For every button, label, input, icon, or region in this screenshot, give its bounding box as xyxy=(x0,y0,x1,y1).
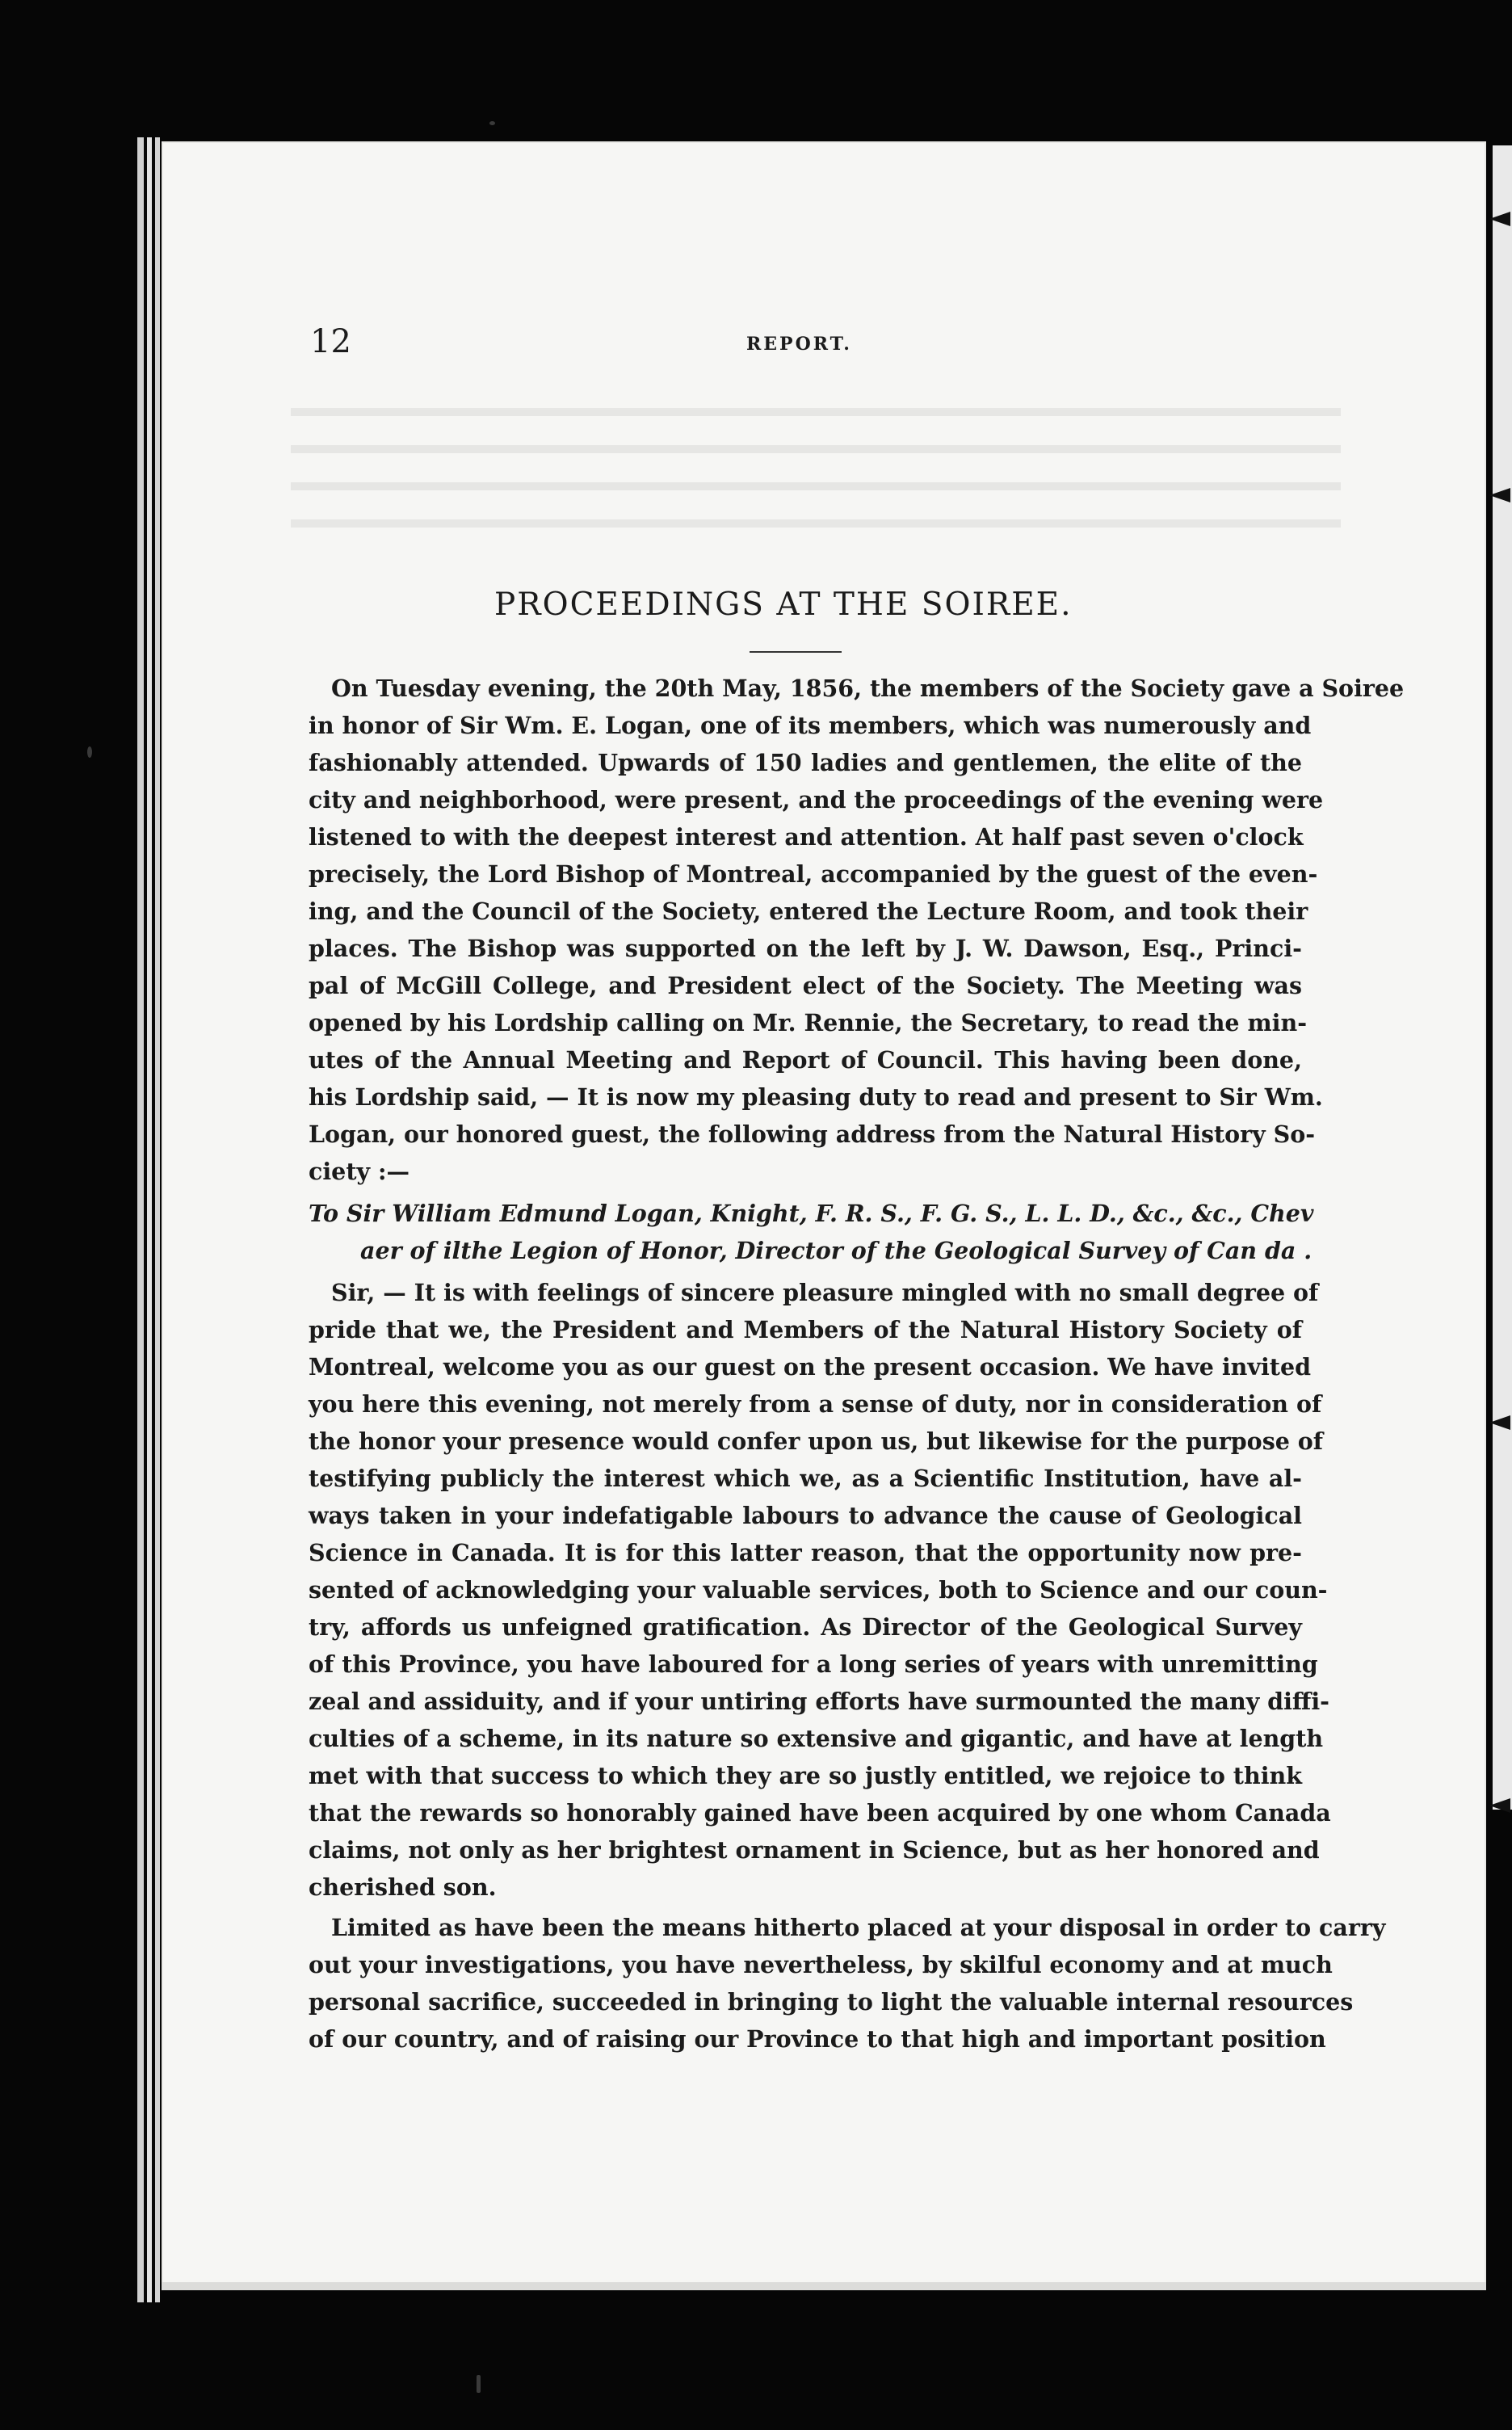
page-edge-right xyxy=(1493,145,1512,1810)
text-line: pride that we, the President and Members of the Natural History Society of xyxy=(309,1316,1302,1343)
text-line: fashionably attended. Upwards of 150 ladies and gentlemen, the elite of the xyxy=(309,749,1302,776)
dust-speck xyxy=(489,121,495,125)
text-line: ways taken in your indefatigable labours to advance the cause of Geological xyxy=(309,1502,1302,1529)
show-through-text xyxy=(291,408,1341,561)
text-line: utes of the Annual Meeting and Report of Council. This having been done, xyxy=(309,1046,1302,1074)
text-line: Sir, — It is with feelings of sincere pleasure mingled with no small degree of xyxy=(331,1279,1319,1306)
text-line: culties of a scheme, in its nature so extensive and gigantic, and have at length xyxy=(309,1725,1324,1752)
running-head: REPORT. xyxy=(746,334,852,355)
text-line: of this Province, you have laboured for a long series of years with unremitting xyxy=(309,1650,1318,1678)
text-line: personal sacrifice, succeeded in bringing to light the valuable internal resources xyxy=(309,1988,1354,2016)
text-line: On Tuesday evening, the 20th May, 1856, the members of the Society gave a Soiree xyxy=(331,675,1405,702)
text-line: ciety :— xyxy=(309,1158,410,1185)
text-line: opened by his Lordship calling on Mr. Rennie, the Secretary, to read the min- xyxy=(309,1009,1308,1036)
text-line: sented of acknowledging your valuable services, both to Science and our coun- xyxy=(309,1576,1328,1604)
text-line: claims, not only as her brightest ornament in Science, but as her honored and xyxy=(309,1836,1320,1864)
text-line: listened to with the deepest interest and attention. At half past seven o'clock xyxy=(309,823,1304,851)
section-title: PROCEEDINGS AT THE SOIREE. xyxy=(494,586,1073,623)
text-line: try, affords us unfeigned gratification. As Director of the Geological Survey xyxy=(309,1613,1302,1641)
text-line: Montreal, welcome you as our guest on the present occasion. We have invited xyxy=(309,1353,1312,1381)
text-line: of our country, and of raising our Province to that high and important position xyxy=(309,2025,1326,2053)
dust-speck xyxy=(87,746,92,758)
dust-speck xyxy=(477,2375,481,2393)
text-line: city and neighborhood, were present, and the proceedings of the evening were xyxy=(309,786,1324,814)
text-line: precisely, the Lord Bishop of Montreal, accompanied by the guest of the even- xyxy=(309,860,1318,888)
address-heading-line: To Sir William Edmund Logan, Knight, F. R. S., F. G. S., L. L. D., &c., &c., Chev xyxy=(309,1200,1314,1227)
text-line: you here this evening, not merely from a sense of duty, nor in consideration of xyxy=(309,1390,1322,1418)
text-line: ing, and the Council of the Society, entered the Lecture Room, and took their xyxy=(309,898,1308,925)
title-rule xyxy=(750,651,842,653)
page-edge xyxy=(147,137,152,2302)
text-line: that the rewards so honorably gained have been acquired by one whom Canada xyxy=(309,1799,1331,1827)
text-line: the honor your presence would confer upon us, but likewise for the purpose of xyxy=(309,1427,1324,1455)
text-line: pal of McGill College, and President elect of the Society. The Meeting was xyxy=(309,972,1302,999)
text-line: out your investigations, you have nevertheless, by skilful economy and at much xyxy=(309,1951,1333,1978)
text-line: Limited as have been the means hitherto placed at your disposal in order to carry xyxy=(331,1914,1386,1941)
text-line: met with that success to which they are so justly entitled, we rejoice to think xyxy=(309,1762,1302,1789)
text-line: Science in Canada. It is for this latter reason, that the opportunity now pre- xyxy=(309,1539,1302,1566)
text-line: in honor of Sir Wm. E. Logan, one of its members, which was numerously and xyxy=(309,712,1312,739)
page-edge xyxy=(155,137,160,2302)
text-line: places. The Bishop was supported on the left by J. W. Dawson, Esq., Princi- xyxy=(309,935,1302,962)
text-line: Logan, our honored guest, the following address from the Natural History So- xyxy=(309,1120,1316,1148)
page-edge xyxy=(137,137,144,2302)
text-line: cherished son. xyxy=(309,1873,497,1901)
page-number: 12 xyxy=(310,323,351,360)
address-heading-line: aer of ilthe Legion of Honor, Director of the Geological Survey of Can da . xyxy=(360,1237,1312,1264)
text-line: zeal and assiduity, and if your untiring efforts have surmounted the many diffi- xyxy=(309,1688,1329,1715)
text-line: his Lordship said, — It is now my pleasing duty to read and present to Sir Wm. xyxy=(309,1083,1323,1111)
text-line: testifying publicly the interest which we, as a Scientific Institution, have al- xyxy=(309,1465,1302,1492)
